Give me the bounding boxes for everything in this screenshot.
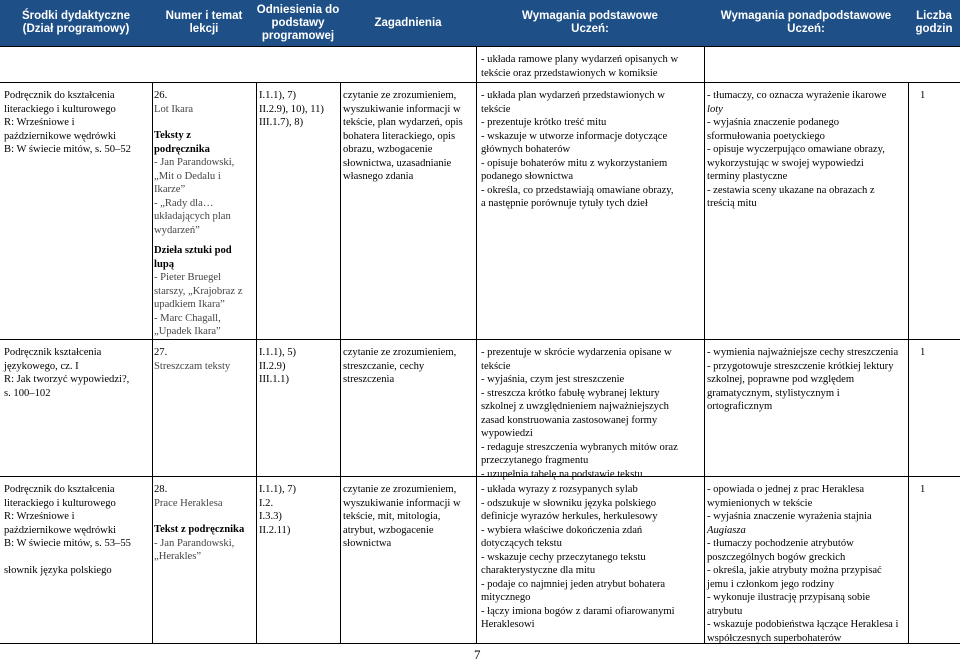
- topic-line: słownictwa, uzasadnianie: [343, 157, 452, 169]
- header-hours-line1: Liczba: [916, 10, 952, 22]
- texts-heading: Teksty z: [154, 130, 191, 141]
- row3-hours: [920, 483, 925, 497]
- hours-value: 1: [920, 484, 926, 495]
- grid-line: [256, 82, 257, 643]
- header-means: [0, 0, 152, 46]
- basic-line: - opisuje bohaterów mitu z wykorzystaniem: [481, 157, 668, 169]
- lesson-title: Streszczam teksty: [154, 360, 231, 372]
- grid-line: [152, 82, 153, 643]
- advanced-line: wykorzystując w swojej wypowiedzi: [707, 157, 864, 169]
- row2-advanced: [707, 346, 907, 414]
- grid-line: [0, 46, 960, 47]
- lesson-number: 26.: [154, 90, 168, 101]
- basic-line: dotyczących tekstu: [481, 538, 562, 549]
- means-line: B: W świecie mitów, s. 50‒52: [4, 144, 131, 155]
- topic-line: bohatera literackiego, opis: [343, 130, 456, 142]
- topic-line: czytanie ze zrozumieniem,: [343, 484, 457, 495]
- text-item: układających plan: [154, 211, 231, 222]
- text-item: „Mit o Dedalu i: [154, 170, 221, 182]
- text-item: - „Rady dla…: [154, 197, 214, 209]
- basic-line: a następnie porównuje tytuły tych dzieł: [481, 198, 648, 209]
- lesson-title: Lot Ikara: [154, 103, 194, 115]
- header-basic: [476, 0, 704, 46]
- means-line: B: W świecie mitów, s. 53‒55: [4, 538, 131, 549]
- header-references-line3: programowej: [261, 29, 335, 42]
- means-line: październikowe wędrówki: [4, 130, 117, 142]
- carryover-line: - układa ramowe plany wydarzeń opisanych w: [481, 54, 679, 65]
- means-line: literackiego i kulturowego: [4, 103, 116, 115]
- basic-line: - określa, co przedstawiają omawiane obrazy,: [481, 184, 674, 196]
- advanced-line: szkolnej, poprawne pod względem: [707, 374, 855, 385]
- basic-line: podanego słownictwa: [481, 171, 574, 182]
- lesson-title: Prace Heraklesa: [154, 497, 223, 509]
- row1-lesson: [154, 89, 254, 237]
- text-item: wydarzeń”: [154, 224, 200, 236]
- advanced-line: - tłumaczy, co oznacza wyrażenie ikarowe: [707, 90, 887, 101]
- lesson-number: 27.: [154, 347, 168, 358]
- header-means-line2: (Dział programowy): [22, 23, 130, 35]
- advanced-line: współczesnych superbohaterów: [707, 632, 842, 644]
- row1-references: [259, 89, 339, 130]
- page-number: 7: [474, 647, 481, 662]
- reference-line: I.1.1), 5): [259, 347, 297, 358]
- topic-line: obrazu, wzbogacenie: [343, 144, 433, 155]
- header-hours-line2: godzin: [915, 23, 953, 35]
- topic-line: atrybut, wzbogacenie: [343, 524, 434, 536]
- carryover-text: [481, 53, 701, 80]
- text-item: - Jan Parandowski,: [154, 537, 235, 549]
- means-line: s. 100‒102: [4, 387, 51, 399]
- row1-hours: [920, 89, 925, 103]
- basic-line: zasad konstruowania zastosowanej formy: [481, 414, 658, 426]
- basic-line: - prezentuje krótko treść mitu: [481, 117, 607, 128]
- means-line: R: Jak tworzyć wypowiedzi?,: [4, 374, 130, 385]
- advanced-line: sformułowania poetyckiego: [707, 130, 825, 142]
- reference-line: I.2.: [259, 497, 274, 509]
- art-item: - Marc Chagall,: [154, 312, 221, 324]
- reference-line: II.2.9), 10), 11): [259, 103, 324, 115]
- row3-lesson: [154, 483, 254, 564]
- header-advanced-line2: Uczeń:: [787, 23, 825, 35]
- reference-line: I.1.1), 7): [259, 484, 297, 495]
- basic-line: - wybiera właściwe dokończenia zdań: [481, 524, 643, 536]
- art-item: - Pieter Bruegel: [154, 272, 222, 283]
- grid-line: [704, 46, 705, 643]
- header-lesson-line2: lekcji: [189, 23, 219, 35]
- header-basic-line1: Wymagania podstawowe: [522, 10, 658, 22]
- header-lesson: [152, 0, 256, 46]
- basic-line: szkolnej z uwzględnieniem najważniejszych: [481, 401, 669, 412]
- basic-line: - podaje co najmniej jeden atrybut bohatera: [481, 578, 666, 590]
- basic-line: głównych bohaterów: [481, 144, 571, 155]
- advanced-line: poszczególnych bogów greckich: [707, 551, 846, 563]
- grid-line: [0, 339, 960, 340]
- reference-line: III.1.1): [259, 374, 290, 385]
- grid-line: [476, 46, 477, 643]
- basic-line: - redaguje streszczenia wybranych mitów oraz: [481, 441, 678, 453]
- basic-line: - układa plan wydarzeń przedstawionych w: [481, 90, 665, 101]
- row1-means: [4, 89, 150, 157]
- row3-references: [259, 483, 339, 537]
- reference-line: I.1.1), 7): [259, 90, 297, 101]
- art-item: upadkiem Ikara”: [154, 299, 225, 310]
- advanced-line: - tłumaczy pochodzenie atrybutów: [707, 538, 854, 549]
- advanced-line: loty: [707, 103, 723, 115]
- row2-topics: [343, 346, 475, 387]
- basic-line: - prezentuje w skrócie wydarzenia opisane w: [481, 347, 672, 358]
- means-line: Podręcznik kształcenia: [4, 347, 102, 358]
- advanced-line: terminy plastyczne: [707, 171, 788, 182]
- header-references-line1: Odniesienia do: [256, 3, 340, 16]
- advanced-line: - wyjaśnia znaczenie wyrażenia stajnia: [707, 511, 872, 522]
- advanced-line: wymienionych w tekście: [707, 497, 813, 509]
- means-line: R: Wrześniowe i: [4, 511, 75, 522]
- header-topics: [340, 0, 476, 46]
- header-topics-line1: Zagadnienia: [374, 16, 442, 29]
- row2-means: [4, 346, 150, 400]
- row1-art: [154, 244, 254, 339]
- topic-line: czytanie ze zrozumieniem,: [343, 347, 457, 358]
- advanced-line: - wskazuje podobieństwa łączące Heraklesa i: [707, 619, 899, 630]
- texts-heading: Tekst z podręcznika: [154, 524, 245, 535]
- header-lesson-line1: Numer i temat: [165, 10, 243, 22]
- topic-line: tekście, plan wydarzeń, opis: [343, 117, 463, 128]
- grid-line: [908, 82, 909, 643]
- row2-references: [259, 346, 339, 387]
- table-header: [0, 0, 960, 46]
- advanced-line: jemu i członkom jego rodziny: [707, 578, 835, 590]
- art-heading: lupą: [154, 258, 175, 270]
- header-references: [256, 0, 340, 46]
- hours-value: 1: [920, 347, 926, 358]
- row3-advanced: [707, 483, 907, 645]
- hours-value: 1: [920, 90, 926, 101]
- topic-line: czytanie ze zrozumieniem,: [343, 90, 457, 101]
- advanced-line: Augiasza: [707, 524, 746, 536]
- basic-line: tekście: [481, 103, 511, 115]
- advanced-line: - wykonuje ilustrację przypisaną sobie: [707, 592, 870, 603]
- text-item: - Jan Parandowski,: [154, 157, 235, 168]
- advanced-line: atrybutu: [707, 605, 743, 617]
- reference-line: II.2.9): [259, 360, 286, 372]
- topic-line: tekście, mit, mitologia,: [343, 511, 441, 522]
- reference-line: III.1.7), 8): [259, 117, 304, 128]
- advanced-line: - wyjaśnia znaczenie podanego: [707, 117, 840, 128]
- grid-line: [340, 82, 341, 643]
- row2-lesson: [154, 346, 254, 373]
- advanced-line: gramatycznym, stylistycznym i: [707, 387, 840, 399]
- header-advanced-line1: Wymagania ponadpodstawowe: [720, 10, 892, 22]
- basic-line: - wskazuje cechy przeczytanego tekstu: [481, 551, 646, 563]
- row3-basic: [481, 483, 703, 632]
- advanced-line: ortograficznym: [707, 401, 773, 412]
- advanced-line: - wymienia najważniejsze cechy streszczenia: [707, 347, 899, 358]
- basic-line: charakterystyczne dla mitu: [481, 565, 596, 576]
- basic-line: Heraklesowi: [481, 619, 535, 630]
- topic-line: słownictwa: [343, 538, 392, 549]
- row1-topics: [343, 89, 475, 184]
- topic-line: wyszukiwanie informacji w: [343, 497, 461, 509]
- carryover-line: tekście oraz przedstawionych w komiksie: [481, 67, 658, 79]
- topic-line: wyszukiwanie informacji w: [343, 103, 461, 115]
- means-line: językowego, cz. I: [4, 360, 79, 372]
- header-means-line1: Środki dydaktyczne: [21, 10, 130, 22]
- basic-line: mitycznego: [481, 592, 531, 603]
- grid-line: [0, 82, 960, 83]
- basic-line: - streszcza krótko fabułę wybranej lektury: [481, 387, 660, 399]
- means-line: październikowe wędrówki: [4, 524, 117, 536]
- topic-line: streszczenia: [343, 374, 395, 385]
- means-line: Podręcznik do kształcenia: [4, 484, 115, 495]
- advanced-line: - opisuje wyczerpująco omawiane obrazy,: [707, 144, 885, 155]
- topic-line: własnego zdania: [343, 171, 414, 182]
- row2-hours: [920, 346, 925, 360]
- reference-line: I.3.3): [259, 511, 282, 522]
- row3-topics: [343, 483, 475, 551]
- advanced-line: - przygotowuje streszczenie krótkiej lektury: [707, 360, 894, 372]
- advanced-line: - opowiada o jednej z prac Heraklesa: [707, 484, 865, 495]
- basic-line: - układa wyrazy z rozsypanych sylab: [481, 484, 638, 495]
- basic-line: - odszukuje w słowniku języka polskiego: [481, 497, 657, 509]
- lesson-number: 28.: [154, 484, 168, 495]
- row2-basic: [481, 346, 703, 481]
- basic-line: wypowiedzi: [481, 428, 533, 439]
- row1-advanced: [707, 89, 907, 211]
- header-advanced: [704, 0, 908, 46]
- basic-line: tekście: [481, 360, 511, 372]
- art-heading: Dzieła sztuki pod: [154, 245, 232, 256]
- advanced-line: treścią mitu: [707, 198, 757, 209]
- basic-line: - uzupełnia tabelę na podstawie tekstu: [481, 468, 643, 480]
- means-line: R: Wrześniowe i: [4, 117, 75, 128]
- row3-means: [4, 483, 150, 578]
- text-item: „Herakles”: [154, 551, 202, 562]
- texts-heading: podręcznika: [154, 143, 210, 155]
- basic-line: definicje wyrazów herkules, herkulesowy: [481, 511, 658, 522]
- means-line: słownik języka polskiego: [4, 565, 112, 576]
- basic-line: - łączy imiona bogów z darami ofiarowanymi: [481, 605, 675, 617]
- advanced-line: - określa, jakie atrybuty można przypisać: [707, 565, 882, 576]
- basic-line: - wyjaśnia, czym jest streszczenie: [481, 374, 625, 385]
- basic-line: przeczytanego fragmentu: [481, 455, 589, 466]
- means-line: literackiego i kulturowego: [4, 497, 116, 509]
- topic-line: streszczanie, cechy: [343, 360, 425, 372]
- reference-line: II.2.11): [259, 524, 291, 536]
- art-item: „Upadek Ikara”: [154, 326, 221, 337]
- advanced-line: - zestawia sceny ukazane na obrazach z: [707, 184, 875, 196]
- header-basic-line2: Uczeń:: [571, 23, 609, 35]
- basic-line: - wskazuje w utworze informacje dotyczące: [481, 130, 668, 142]
- means-spacer: [4, 551, 150, 565]
- header-hours: [908, 0, 960, 46]
- row1-basic: [481, 89, 703, 211]
- means-line: Podręcznik do kształcenia: [4, 90, 115, 101]
- grid-line: [0, 476, 960, 477]
- text-item: Ikarze”: [154, 184, 186, 195]
- header-references-line2: podstawy: [271, 16, 325, 29]
- art-item: starszy, „Krajobraz z: [154, 285, 243, 297]
